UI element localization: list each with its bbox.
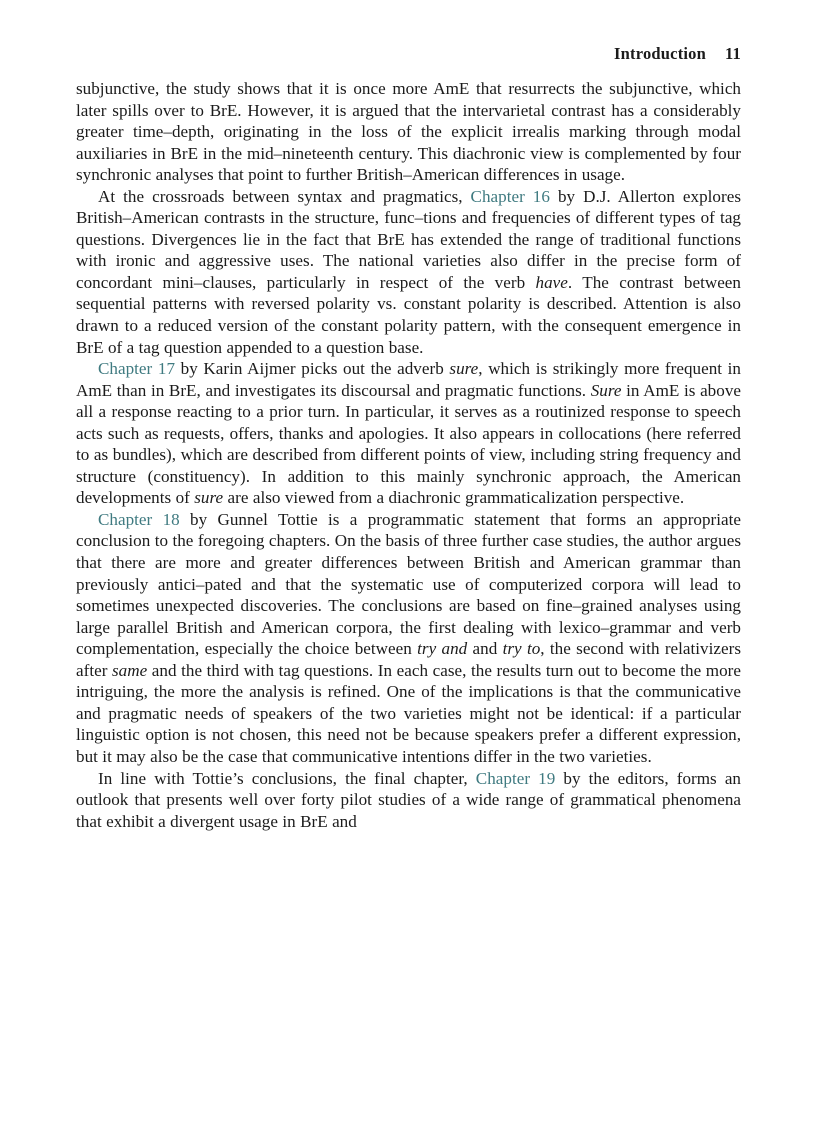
text-run: At the crossroads between syntax and pragmatics, bbox=[98, 186, 471, 206]
text-run: and the third with tag questions. In each case, the results turn out to become the more intriguing, the more the analysis is refined. One of the implications is that the communicative and pragmatic needs of speakers of the two varieties might not be identical: if a particular linguistic option is not chosen, this need not be because speakers prefer a different expression, but it may also be the case that communicative intentions differ in the two varieties. bbox=[76, 660, 742, 766]
emphasis-term: same bbox=[112, 660, 148, 680]
running-head bbox=[76, 44, 741, 64]
chapter-crossref-link[interactable]: Chapter 19 bbox=[475, 768, 556, 788]
text-run: , which is strikingly more frequent in AmE than in BrE, and investigates its discoursal and pragmatic functions. bbox=[76, 359, 741, 400]
text-run: and bbox=[467, 639, 503, 659]
text-run: by D.J. Allerton explores British–American contrasts in the structure, func–tions and frequencies of different types of tag questions. Divergences lie in the fact that BrE has extended the range of traditional functions with ironic and aggressive uses. The national varieties also differ in the precise form of concordant mini–clauses, particularly in respect of the verb bbox=[76, 186, 741, 292]
chapter-crossref-link[interactable]: Chapter 18 bbox=[98, 509, 180, 529]
paragraph bbox=[76, 358, 741, 509]
page-number: 11 bbox=[725, 44, 741, 63]
text-run: subjunctive, the study shows that it is once more AmE that resurrects the subjunctive, which later spills over to BrE. However, it is argued that the intervarietal contrast has a considerably greater time–depth, originating in the loss of the explicit irrealis marking through modal auxiliaries in BrE in the mid–nineteenth century. This diachronic view is complemented by four synchronic analyses that point to further British–American differences in usage. bbox=[76, 79, 741, 185]
text-run: in AmE is above all a response reacting to a prior turn. In particular, it serves as a routinized response to speech acts such as requests, offers, thanks and apologies. It also appears in collocations (here referred to as bundles), which are described from different points of view, including string frequency and structure (constituency). In addition to this mainly synchronic approach, the American developments of bbox=[76, 380, 741, 508]
chapter-crossref-link[interactable]: Chapter 16 bbox=[470, 186, 550, 206]
body-text-block bbox=[76, 78, 741, 832]
running-head-title: Introduction bbox=[614, 44, 706, 63]
paragraph bbox=[76, 186, 741, 358]
emphasis-term: have bbox=[535, 272, 568, 292]
emphasis-term: Sure bbox=[590, 380, 622, 400]
emphasis-term: try and bbox=[417, 639, 468, 659]
text-run: are also viewed from a diachronic grammaticalization perspective. bbox=[223, 488, 685, 508]
text-run: by the editors, forms an outlook that presents well over forty pilot studies of a wide range of grammatical phenomena that exhibit a divergent usage in BrE and bbox=[76, 768, 741, 831]
text-run: In line with Tottie’s conclusions, the final chapter, bbox=[98, 768, 476, 788]
paragraph bbox=[76, 78, 741, 186]
paragraph bbox=[76, 768, 741, 833]
text-run: , the second with relativizers after bbox=[76, 639, 741, 680]
text-run: by Gunnel Tottie is a programmatic statement that forms an appropriate conclusion to the foregoing chapters. On the basis of three further case studies, the author argues that there are more and greater differences between British and American grammar than previously antici–pated and that the systematic use of computerized corpora will lead to sometimes unexpected discoveries. The conclusions are based on fine–grained analyses using large parallel British and American corpora, the first dealing with lexico–grammar and verb complementation, especially the choice between bbox=[76, 509, 742, 659]
emphasis-term: sure bbox=[194, 488, 224, 508]
chapter-crossref-link[interactable]: Chapter 17 bbox=[98, 359, 176, 379]
emphasis-term: sure bbox=[449, 359, 479, 379]
emphasis-term: try to bbox=[502, 639, 541, 659]
text-run: . The contrast between sequential patterns with reversed polarity vs. constant polarity is described. Attention is also drawn to a reduced version of the constant polarity pattern, with the consequent emergence in BrE of a tag question appended to a question base. bbox=[76, 272, 741, 357]
text-run: by Karin Aijmer picks out the adverb bbox=[175, 359, 450, 379]
paragraph bbox=[76, 509, 741, 768]
